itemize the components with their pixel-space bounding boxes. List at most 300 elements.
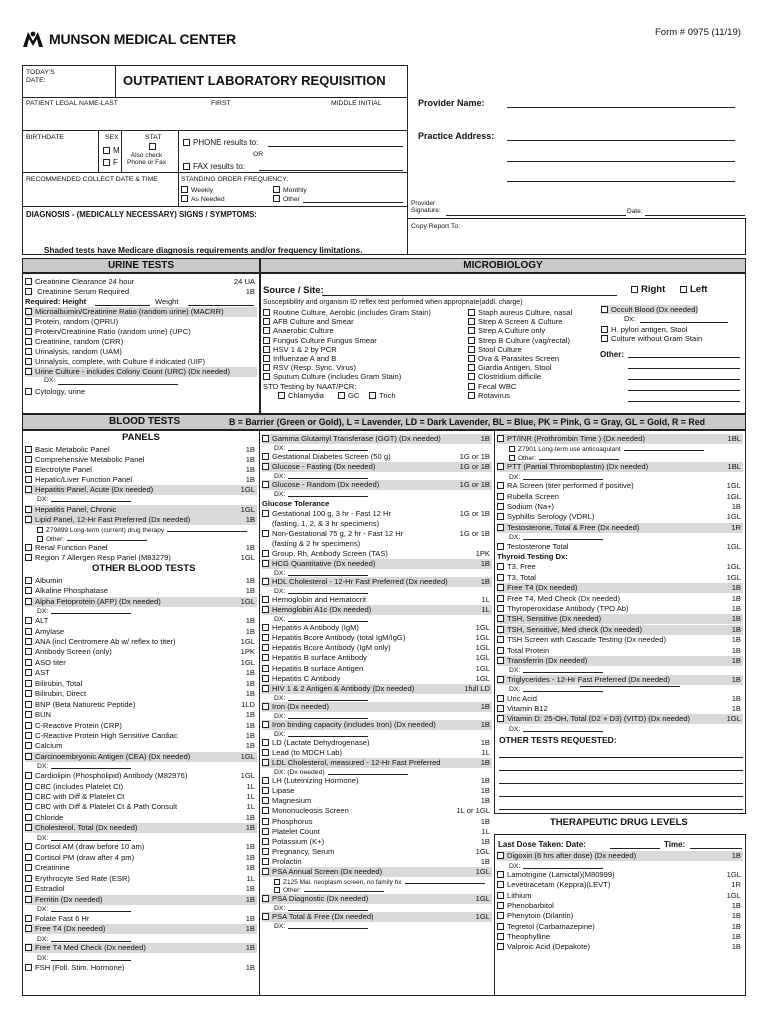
- test-checkbox[interactable]: [25, 885, 32, 892]
- other-frequency-checkbox[interactable]: [273, 195, 280, 202]
- trich[interactable]: [369, 391, 396, 400]
- test-checkbox[interactable]: [262, 703, 269, 710]
- dx-field[interactable]: [523, 725, 603, 732]
- tdl-lamotrigine[interactable]: [497, 870, 743, 880]
- test-checkbox[interactable]: [497, 636, 504, 643]
- test-checkbox[interactable]: [25, 680, 32, 687]
- dx-field[interactable]: [51, 954, 131, 961]
- diagnosis-label[interactable]: DIAGNOSIS - (MEDICALLY NECESSARY) SIGNS / SYMPTOMS:: [26, 210, 257, 219]
- blood-syphillis-serology[interactable]: [497, 512, 743, 522]
- test-checkbox[interactable]: [25, 944, 32, 951]
- blood-rubella-screen[interactable]: [497, 492, 743, 502]
- test-checkbox[interactable]: [25, 843, 32, 850]
- blood-hepatitis-panel-chronic[interactable]: [25, 505, 257, 515]
- blood-pregnancy-serum[interactable]: [262, 847, 492, 857]
- checkbox[interactable]: [338, 392, 345, 399]
- test-checkbox[interactable]: [25, 824, 32, 831]
- urine-creatinine-random[interactable]: [25, 337, 257, 347]
- checkbox[interactable]: [263, 309, 270, 316]
- sex-m-checkbox[interactable]: [103, 147, 110, 154]
- test-checkbox[interactable]: [497, 595, 504, 602]
- urine-protein-creatinine-ratio[interactable]: [25, 327, 257, 337]
- test-checkbox[interactable]: [262, 560, 269, 567]
- dx-field[interactable]: [288, 490, 368, 497]
- test-checkbox[interactable]: [25, 617, 32, 624]
- blood-[interactable]: [262, 519, 492, 529]
- blood-erythrocyte-sed-rate[interactable]: [25, 874, 257, 884]
- blood-non-gestational-75-g-2-hr-fast-12-hr[interactable]: [262, 529, 492, 539]
- blood-vitamin-d-25-oh-total[interactable]: [497, 714, 743, 724]
- micro-afb-culture-and-smear[interactable]: [263, 317, 354, 326]
- dx-field[interactable]: [288, 712, 368, 719]
- test-checkbox[interactable]: [497, 705, 504, 712]
- blood-free-t4[interactable]: [25, 924, 257, 934]
- checkbox[interactable]: [468, 318, 475, 325]
- test-checkbox[interactable]: [25, 864, 32, 871]
- test-checkbox[interactable]: [262, 644, 269, 651]
- stat-checkbox[interactable]: [149, 143, 156, 150]
- dx-field[interactable]: [288, 472, 368, 479]
- collect-date-label[interactable]: RECOMMENDED COLLECT DATE & TIME: [26, 176, 158, 183]
- micro-h-pylori-antigen-stool[interactable]: [601, 325, 687, 334]
- test-checkbox[interactable]: [497, 513, 504, 520]
- fax-checkbox[interactable]: [183, 163, 190, 170]
- test-checkbox[interactable]: [497, 493, 504, 500]
- monthly-checkbox[interactable]: [273, 186, 280, 193]
- patient-middle-label[interactable]: MIDDLE INITIAL: [331, 100, 382, 107]
- test-checkbox[interactable]: [262, 721, 269, 728]
- blood-alpha-fetoprotein[interactable]: [25, 597, 257, 607]
- gc[interactable]: [338, 391, 359, 400]
- tdl-digoxin[interactable]: [497, 851, 743, 861]
- test-checkbox[interactable]: [497, 503, 504, 510]
- blood-glucose-random[interactable]: [262, 480, 492, 490]
- micro-other-line-4[interactable]: [628, 390, 740, 391]
- test-checkbox[interactable]: [25, 793, 32, 800]
- test-checkbox[interactable]: [262, 848, 269, 855]
- test-checkbox[interactable]: [262, 453, 269, 460]
- test-checkbox[interactable]: [25, 598, 32, 605]
- checkbox[interactable]: [263, 337, 270, 344]
- blood-sodium[interactable]: [497, 502, 743, 512]
- blood-dx[interactable]: [37, 495, 269, 505]
- other-test-line-4[interactable]: [499, 796, 743, 797]
- micro-routine-culture-aerobic[interactable]: [263, 308, 431, 317]
- blood-carcinoembryonic-antigen[interactable]: [25, 752, 257, 762]
- test-checkbox[interactable]: [497, 543, 504, 550]
- blood-electrolyte-panel[interactable]: [25, 465, 257, 475]
- thyroid-dx-field[interactable]: [580, 686, 680, 687]
- blood-hemoglobin-a1c[interactable]: [262, 605, 492, 615]
- test-checkbox[interactable]: [497, 574, 504, 581]
- dx-field[interactable]: [51, 495, 131, 502]
- checkbox[interactable]: [278, 392, 285, 399]
- dx-field[interactable]: [288, 569, 368, 576]
- blood-group-rh-antibody-screen[interactable]: [262, 549, 492, 559]
- blood-hepatitis-b-surface-antigen[interactable]: [262, 664, 492, 674]
- other-test-line-3[interactable]: [499, 783, 743, 784]
- test-checkbox[interactable]: [262, 481, 269, 488]
- test-checkbox[interactable]: [25, 915, 32, 922]
- blood-chloride[interactable]: [25, 813, 257, 823]
- blood-phosphorus[interactable]: [262, 817, 492, 827]
- test-checkbox[interactable]: [497, 881, 504, 888]
- test-checkbox[interactable]: [25, 803, 32, 810]
- micro-rotavirus[interactable]: [468, 391, 510, 400]
- urine-urine-culture-includes-colony-count[interactable]: [25, 367, 257, 377]
- blood-alt[interactable]: [25, 616, 257, 626]
- micro-fungus-culture-fungus-smear[interactable]: [263, 336, 377, 345]
- test-checkbox[interactable]: [262, 685, 269, 692]
- blood-albumin[interactable]: [25, 576, 257, 586]
- test-checkbox[interactable]: [262, 797, 269, 804]
- dx-field[interactable]: [288, 694, 368, 701]
- blood-ldl-cholesterol-measured-12-hr-fast-pref[interactable]: [262, 758, 492, 768]
- test-checkbox[interactable]: [262, 868, 269, 875]
- test-checkbox[interactable]: [25, 338, 32, 345]
- blood-hepatic-liver-function-panel[interactable]: [25, 475, 257, 485]
- test-checkbox[interactable]: [25, 896, 32, 903]
- test-checkbox[interactable]: [262, 578, 269, 585]
- dx-field[interactable]: [67, 534, 147, 541]
- blood-cardiolipin-antibody[interactable]: [25, 771, 257, 781]
- urine-creatinine-clearance-24-hour[interactable]: [25, 277, 257, 287]
- dx-field[interactable]: [328, 768, 408, 775]
- test-checkbox[interactable]: [25, 925, 32, 932]
- blood-c-reactive-protein-high-sensitive-cardia[interactable]: [25, 731, 257, 741]
- micro-other-line-1[interactable]: [628, 357, 740, 358]
- as-needed-checkbox[interactable]: [181, 195, 188, 202]
- practice-address-line-1[interactable]: [507, 140, 735, 141]
- dx-field[interactable]: [288, 587, 368, 594]
- micro-occult-blood[interactable]: [601, 305, 698, 314]
- test-checkbox[interactable]: [262, 665, 269, 672]
- checkbox[interactable]: [25, 388, 32, 395]
- checkbox[interactable]: [468, 346, 475, 353]
- blood-cortisol-pm[interactable]: [25, 853, 257, 863]
- test-checkbox[interactable]: [262, 777, 269, 784]
- sub-option-checkbox[interactable]: [509, 455, 515, 461]
- blood-dx[interactable]: [509, 725, 755, 735]
- test-checkbox[interactable]: [25, 964, 32, 971]
- test-checkbox[interactable]: [25, 875, 32, 882]
- test-checkbox[interactable]: [25, 358, 32, 365]
- test-checkbox[interactable]: [25, 690, 32, 697]
- blood-gestational-diabetes-screen[interactable]: [262, 452, 492, 462]
- blood-platelet-count[interactable]: [262, 827, 492, 837]
- test-checkbox[interactable]: [25, 701, 32, 708]
- blood-testosterone-total-free[interactable]: [497, 523, 743, 533]
- sub-option-checkbox[interactable]: [37, 527, 43, 533]
- blood-testosterone-total[interactable]: [497, 542, 743, 552]
- test-checkbox[interactable]: [25, 328, 32, 335]
- checkbox[interactable]: [369, 392, 376, 399]
- blood-magnesium[interactable]: [262, 796, 492, 806]
- micro-ova-parasites-screen[interactable]: [468, 354, 559, 363]
- blood-lead[interactable]: [262, 748, 492, 758]
- checkbox[interactable]: [680, 286, 687, 293]
- dx-field[interactable]: [288, 444, 368, 451]
- micro-staph-aureus-culture-nasal[interactable]: [468, 308, 572, 317]
- test-checkbox[interactable]: [497, 715, 504, 722]
- test-checkbox[interactable]: [497, 695, 504, 702]
- checkbox[interactable]: [263, 373, 270, 380]
- tdl-phenobarbitol[interactable]: [497, 901, 743, 911]
- last-dose-date-field[interactable]: [610, 848, 660, 849]
- blood-estradiol[interactable]: [25, 884, 257, 894]
- test-checkbox[interactable]: [497, 524, 504, 531]
- test-checkbox[interactable]: [262, 807, 269, 814]
- test-checkbox[interactable]: [25, 732, 32, 739]
- test-checkbox[interactable]: [497, 615, 504, 622]
- checkbox[interactable]: [468, 392, 475, 399]
- dx-field[interactable]: [523, 862, 603, 869]
- dx-field[interactable]: [539, 453, 619, 460]
- test-checkbox[interactable]: [25, 506, 32, 513]
- test-checkbox[interactable]: [25, 368, 32, 375]
- test-checkbox[interactable]: [497, 647, 504, 654]
- last-dose-time-field[interactable]: [690, 848, 742, 849]
- dx-field[interactable]: [51, 935, 131, 942]
- test-checkbox[interactable]: [262, 510, 269, 517]
- blood-psa-diagnostic[interactable]: [262, 894, 492, 904]
- test-checkbox[interactable]: [25, 544, 32, 551]
- blood-triglycerides-12-hr-fast-preferred[interactable]: [497, 675, 743, 685]
- blood-ra-screen[interactable]: [497, 481, 743, 491]
- sub-option-checkbox[interactable]: [37, 536, 43, 542]
- weight-field[interactable]: [188, 305, 254, 306]
- signature-field[interactable]: [446, 215, 626, 216]
- blood-uric-acid[interactable]: [497, 694, 743, 704]
- blood-tsh-screen-with-cascade-testing[interactable]: [497, 635, 743, 645]
- test-checkbox[interactable]: [497, 871, 504, 878]
- dx-field[interactable]: [523, 473, 603, 480]
- blood-iron-binding-capacity[interactable]: [262, 720, 492, 730]
- other-test-line-1[interactable]: [499, 757, 743, 758]
- test-checkbox[interactable]: [497, 626, 504, 633]
- test-checkbox[interactable]: [262, 759, 269, 766]
- test-checkbox[interactable]: [497, 605, 504, 612]
- urine-dx-field[interactable]: [58, 384, 178, 385]
- practice-address-line-2[interactable]: [507, 161, 735, 162]
- micro-hsv-1-2-by-pcr[interactable]: [263, 345, 337, 354]
- blood-antibody-screen[interactable]: [25, 647, 257, 657]
- test-checkbox[interactable]: [25, 711, 32, 718]
- test-checkbox[interactable]: [25, 648, 32, 655]
- blood-lipid-panel-12-hr-fast-preferred[interactable]: [25, 515, 257, 525]
- test-checkbox[interactable]: [262, 606, 269, 613]
- dx-field[interactable]: [288, 615, 368, 622]
- blood-c-reactive-protein[interactable]: [25, 721, 257, 731]
- urine-protein-random[interactable]: [25, 317, 257, 327]
- phone-checkbox[interactable]: [183, 139, 190, 146]
- blood-ld[interactable]: [262, 738, 492, 748]
- test-checkbox[interactable]: [497, 463, 504, 470]
- checkbox[interactable]: [468, 309, 475, 316]
- blood-tsh-sensitive-med-check[interactable]: [497, 625, 743, 635]
- dx-field[interactable]: [288, 904, 368, 911]
- micro-influenzae-a-and-b[interactable]: [263, 354, 336, 363]
- blood-bilirubin-direct[interactable]: [25, 689, 257, 699]
- blood-hcg-quantitative[interactable]: [262, 559, 492, 569]
- urine-dx[interactable]: [44, 377, 55, 385]
- blood-fsh[interactable]: [25, 963, 257, 973]
- patient-last-name-label[interactable]: PATIENT LEGAL NAME-LAST: [26, 100, 118, 107]
- micro-other-line-5[interactable]: [628, 401, 740, 402]
- urine-cytology[interactable]: [25, 387, 85, 396]
- test-checkbox[interactable]: [497, 852, 504, 859]
- occult-dx-field[interactable]: [640, 322, 728, 323]
- test-checkbox[interactable]: [497, 435, 504, 442]
- test-checkbox[interactable]: [25, 669, 32, 676]
- blood-amylase[interactable]: [25, 627, 257, 637]
- checkbox[interactable]: [263, 364, 270, 371]
- blood-hepatitis-c-antibody[interactable]: [262, 674, 492, 684]
- dx-field[interactable]: [51, 905, 131, 912]
- test-checkbox[interactable]: [497, 923, 504, 930]
- blood-cbc-with-diff-platelet-ct-path-consult[interactable]: [25, 802, 257, 812]
- test-checkbox[interactable]: [25, 486, 32, 493]
- dx-field[interactable]: [304, 885, 384, 892]
- blood-transferrin[interactable]: [497, 656, 743, 666]
- micro-giardia-antigen-stool[interactable]: [468, 363, 551, 372]
- checkbox[interactable]: [468, 383, 475, 390]
- blood-bun[interactable]: [25, 710, 257, 720]
- checkbox[interactable]: [601, 306, 608, 313]
- blood-hepatitis-panel-acute[interactable]: [25, 485, 257, 495]
- checkbox[interactable]: [601, 335, 608, 342]
- urine-urinalysis-random[interactable]: [25, 347, 257, 357]
- blood-hiv-1-2-antigen-antibody[interactable]: [262, 684, 492, 694]
- test-checkbox[interactable]: [25, 577, 32, 584]
- micro-clostridium-difficile[interactable]: [468, 372, 541, 381]
- tdl-tegretol[interactable]: [497, 922, 743, 932]
- test-checkbox[interactable]: [25, 516, 32, 523]
- patient-first-name-label[interactable]: FIRST: [211, 100, 231, 107]
- micro-culture-without-gram-stain[interactable]: [601, 334, 702, 343]
- dx-field[interactable]: [405, 877, 485, 884]
- test-checkbox[interactable]: [497, 912, 504, 919]
- test-checkbox[interactable]: [25, 772, 32, 779]
- blood-bilirubin-total[interactable]: [25, 679, 257, 689]
- micro-anaerobic-culture[interactable]: [263, 326, 334, 335]
- test-checkbox[interactable]: [262, 913, 269, 920]
- tdl-lithium[interactable]: [497, 891, 743, 901]
- blood-psa-total-free[interactable]: [262, 912, 492, 922]
- test-checkbox[interactable]: [25, 628, 32, 635]
- test-checkbox[interactable]: [25, 742, 32, 749]
- other-test-line-2[interactable]: [499, 770, 743, 771]
- micro-rsv[interactable]: [263, 363, 356, 372]
- dx-field[interactable]: [51, 607, 131, 614]
- blood-cholesterol-total[interactable]: [25, 823, 257, 833]
- blood-ana[interactable]: [25, 637, 257, 647]
- urine-microalbumin-creatinine-ratio[interactable]: [25, 307, 257, 317]
- test-checkbox[interactable]: [497, 657, 504, 664]
- blood-free-t4-med-check[interactable]: [497, 594, 743, 604]
- left-side[interactable]: [680, 285, 707, 294]
- blood-hepatitis-bcore-antibody[interactable]: [262, 633, 492, 643]
- other-test-line-5[interactable]: [499, 809, 743, 810]
- blood-t3-free[interactable]: [497, 562, 743, 572]
- dx-field[interactable]: [288, 922, 368, 929]
- blood-cbc[interactable]: [25, 782, 257, 792]
- blood-aso-titer[interactable]: [25, 658, 257, 668]
- checkbox[interactable]: [468, 373, 475, 380]
- dx-field[interactable]: [167, 525, 247, 532]
- checkbox[interactable]: [263, 346, 270, 353]
- blood-dx[interactable]: [274, 922, 504, 932]
- test-checkbox[interactable]: [25, 722, 32, 729]
- test-checkbox[interactable]: [25, 278, 32, 285]
- birthdate-label[interactable]: BIRTHDATE: [26, 134, 64, 141]
- blood-t3-total[interactable]: [497, 573, 743, 583]
- test-checkbox[interactable]: [25, 587, 32, 594]
- checkbox[interactable]: [263, 355, 270, 362]
- blood-comprehensive-metabolic-panel[interactable]: [25, 455, 257, 465]
- checkbox[interactable]: [631, 286, 638, 293]
- checkbox[interactable]: [468, 355, 475, 362]
- checkbox[interactable]: [601, 326, 608, 333]
- chlamydia[interactable]: [278, 391, 324, 400]
- tdl-levetiracetam[interactable]: [497, 880, 743, 890]
- test-checkbox[interactable]: [262, 895, 269, 902]
- test-checkbox[interactable]: [25, 466, 32, 473]
- test-checkbox[interactable]: [262, 624, 269, 631]
- blood-folate-fast-6-hr[interactable]: [25, 914, 257, 924]
- test-checkbox[interactable]: [497, 902, 504, 909]
- blood-hepatitis-bcore-antibody[interactable]: [262, 643, 492, 653]
- dx-field[interactable]: [288, 730, 368, 737]
- test-checkbox[interactable]: [25, 814, 32, 821]
- blood-bnp[interactable]: [25, 700, 257, 710]
- test-checkbox[interactable]: [25, 308, 32, 315]
- checkbox[interactable]: [468, 364, 475, 371]
- test-checkbox[interactable]: [25, 854, 32, 861]
- blood-hdl-cholesterol-12-hr-fast-preferred[interactable]: [262, 577, 492, 587]
- blood-basic-metabolic-panel[interactable]: [25, 445, 257, 455]
- test-checkbox[interactable]: [25, 783, 32, 790]
- copy-report-box[interactable]: [407, 218, 746, 255]
- source-site-field[interactable]: [322, 295, 617, 296]
- blood-mononucleosis-screen[interactable]: [262, 806, 492, 816]
- blood-cortisol-am[interactable]: [25, 842, 257, 852]
- blood-free-t4-med-check[interactable]: [25, 943, 257, 953]
- test-checkbox[interactable]: [497, 892, 504, 899]
- blood-cbc-with-diff-platelet-ct[interactable]: [25, 792, 257, 802]
- sub-option-checkbox[interactable]: [509, 446, 515, 452]
- test-checkbox[interactable]: [25, 318, 32, 325]
- blood-prolactin[interactable]: [262, 857, 492, 867]
- blood-hepatitis-a-antibody[interactable]: [262, 623, 492, 633]
- test-checkbox[interactable]: [497, 584, 504, 591]
- blood-glucose-fasting[interactable]: [262, 462, 492, 472]
- test-checkbox[interactable]: [262, 787, 269, 794]
- micro-stool-culture[interactable]: [468, 345, 522, 354]
- blood-pt-inr[interactable]: [497, 434, 743, 444]
- test-checkbox[interactable]: [262, 858, 269, 865]
- test-checkbox[interactable]: [262, 550, 269, 557]
- test-checkbox[interactable]: [25, 348, 32, 355]
- blood-gestational-100-g-3-hr-fast-12-hr[interactable]: [262, 509, 492, 519]
- blood-psa-annual-screen[interactable]: [262, 867, 492, 877]
- checkbox[interactable]: [468, 337, 475, 344]
- blood-[interactable]: [262, 539, 492, 549]
- blood-region-7-allergen-resp-panel[interactable]: [25, 553, 257, 563]
- test-checkbox[interactable]: [497, 933, 504, 940]
- test-checkbox[interactable]: [262, 675, 269, 682]
- test-checkbox[interactable]: [497, 563, 504, 570]
